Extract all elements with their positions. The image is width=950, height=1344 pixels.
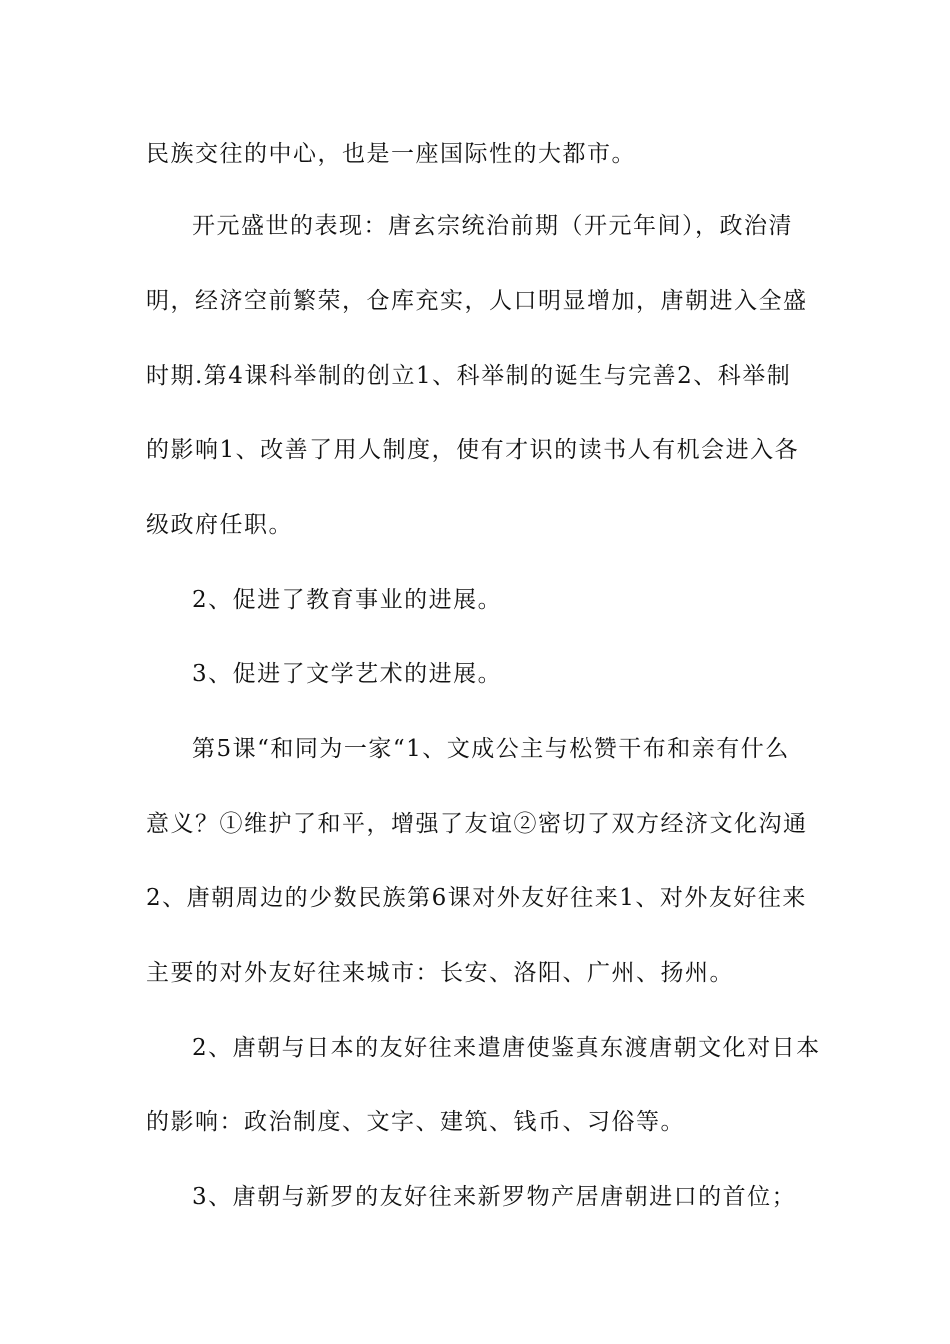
text-line-15: 3、唐朝与新罗的友好往来新罗物产居唐朝进口的首位； bbox=[192, 1184, 797, 1210]
text-line-2: 开元盛世的表现：唐玄宗统治前期（开元年间），政治清 bbox=[192, 213, 793, 239]
text-line-9: 第5课“和同为一家“1、文成公主与松赞干布和亲有什么 bbox=[192, 736, 790, 762]
text-line-10: 意义？①维护了和平，增强了友谊②密切了双方经济文化沟通 bbox=[146, 811, 808, 837]
text-line-3: 明，经济空前繁荣，仓库充实，人口明显增加，唐朝进入全盛 bbox=[146, 288, 808, 314]
text-line-11: 2、唐朝周边的少数民族第6课对外友好往来1、对外友好往来 bbox=[146, 885, 807, 911]
text-line-6: 级政府任职。 bbox=[146, 512, 293, 538]
text-line-8: 3、促进了文学艺术的进展。 bbox=[192, 661, 503, 687]
text-line-5: 的影响1、改善了用人制度，使有才识的读书人有机会进入各 bbox=[146, 437, 800, 463]
text-line-12: 主要的对外友好往来城市：长安、洛阳、广州、扬州。 bbox=[146, 960, 734, 986]
text-line-1: 民族交往的中心，也是一座国际性的大都市。 bbox=[146, 141, 636, 167]
text-line-7: 2、促进了教育事业的进展。 bbox=[192, 587, 503, 613]
text-line-13: 2、唐朝与日本的友好往来遣唐使鉴真东渡唐朝文化对日本 bbox=[192, 1035, 821, 1061]
text-line-4: 时期.第4课科举制的创立1、科举制的诞生与完善2、科举制 bbox=[146, 363, 792, 389]
text-line-14: 的影响：政治制度、文字、建筑、钱币、习俗等。 bbox=[146, 1109, 685, 1135]
